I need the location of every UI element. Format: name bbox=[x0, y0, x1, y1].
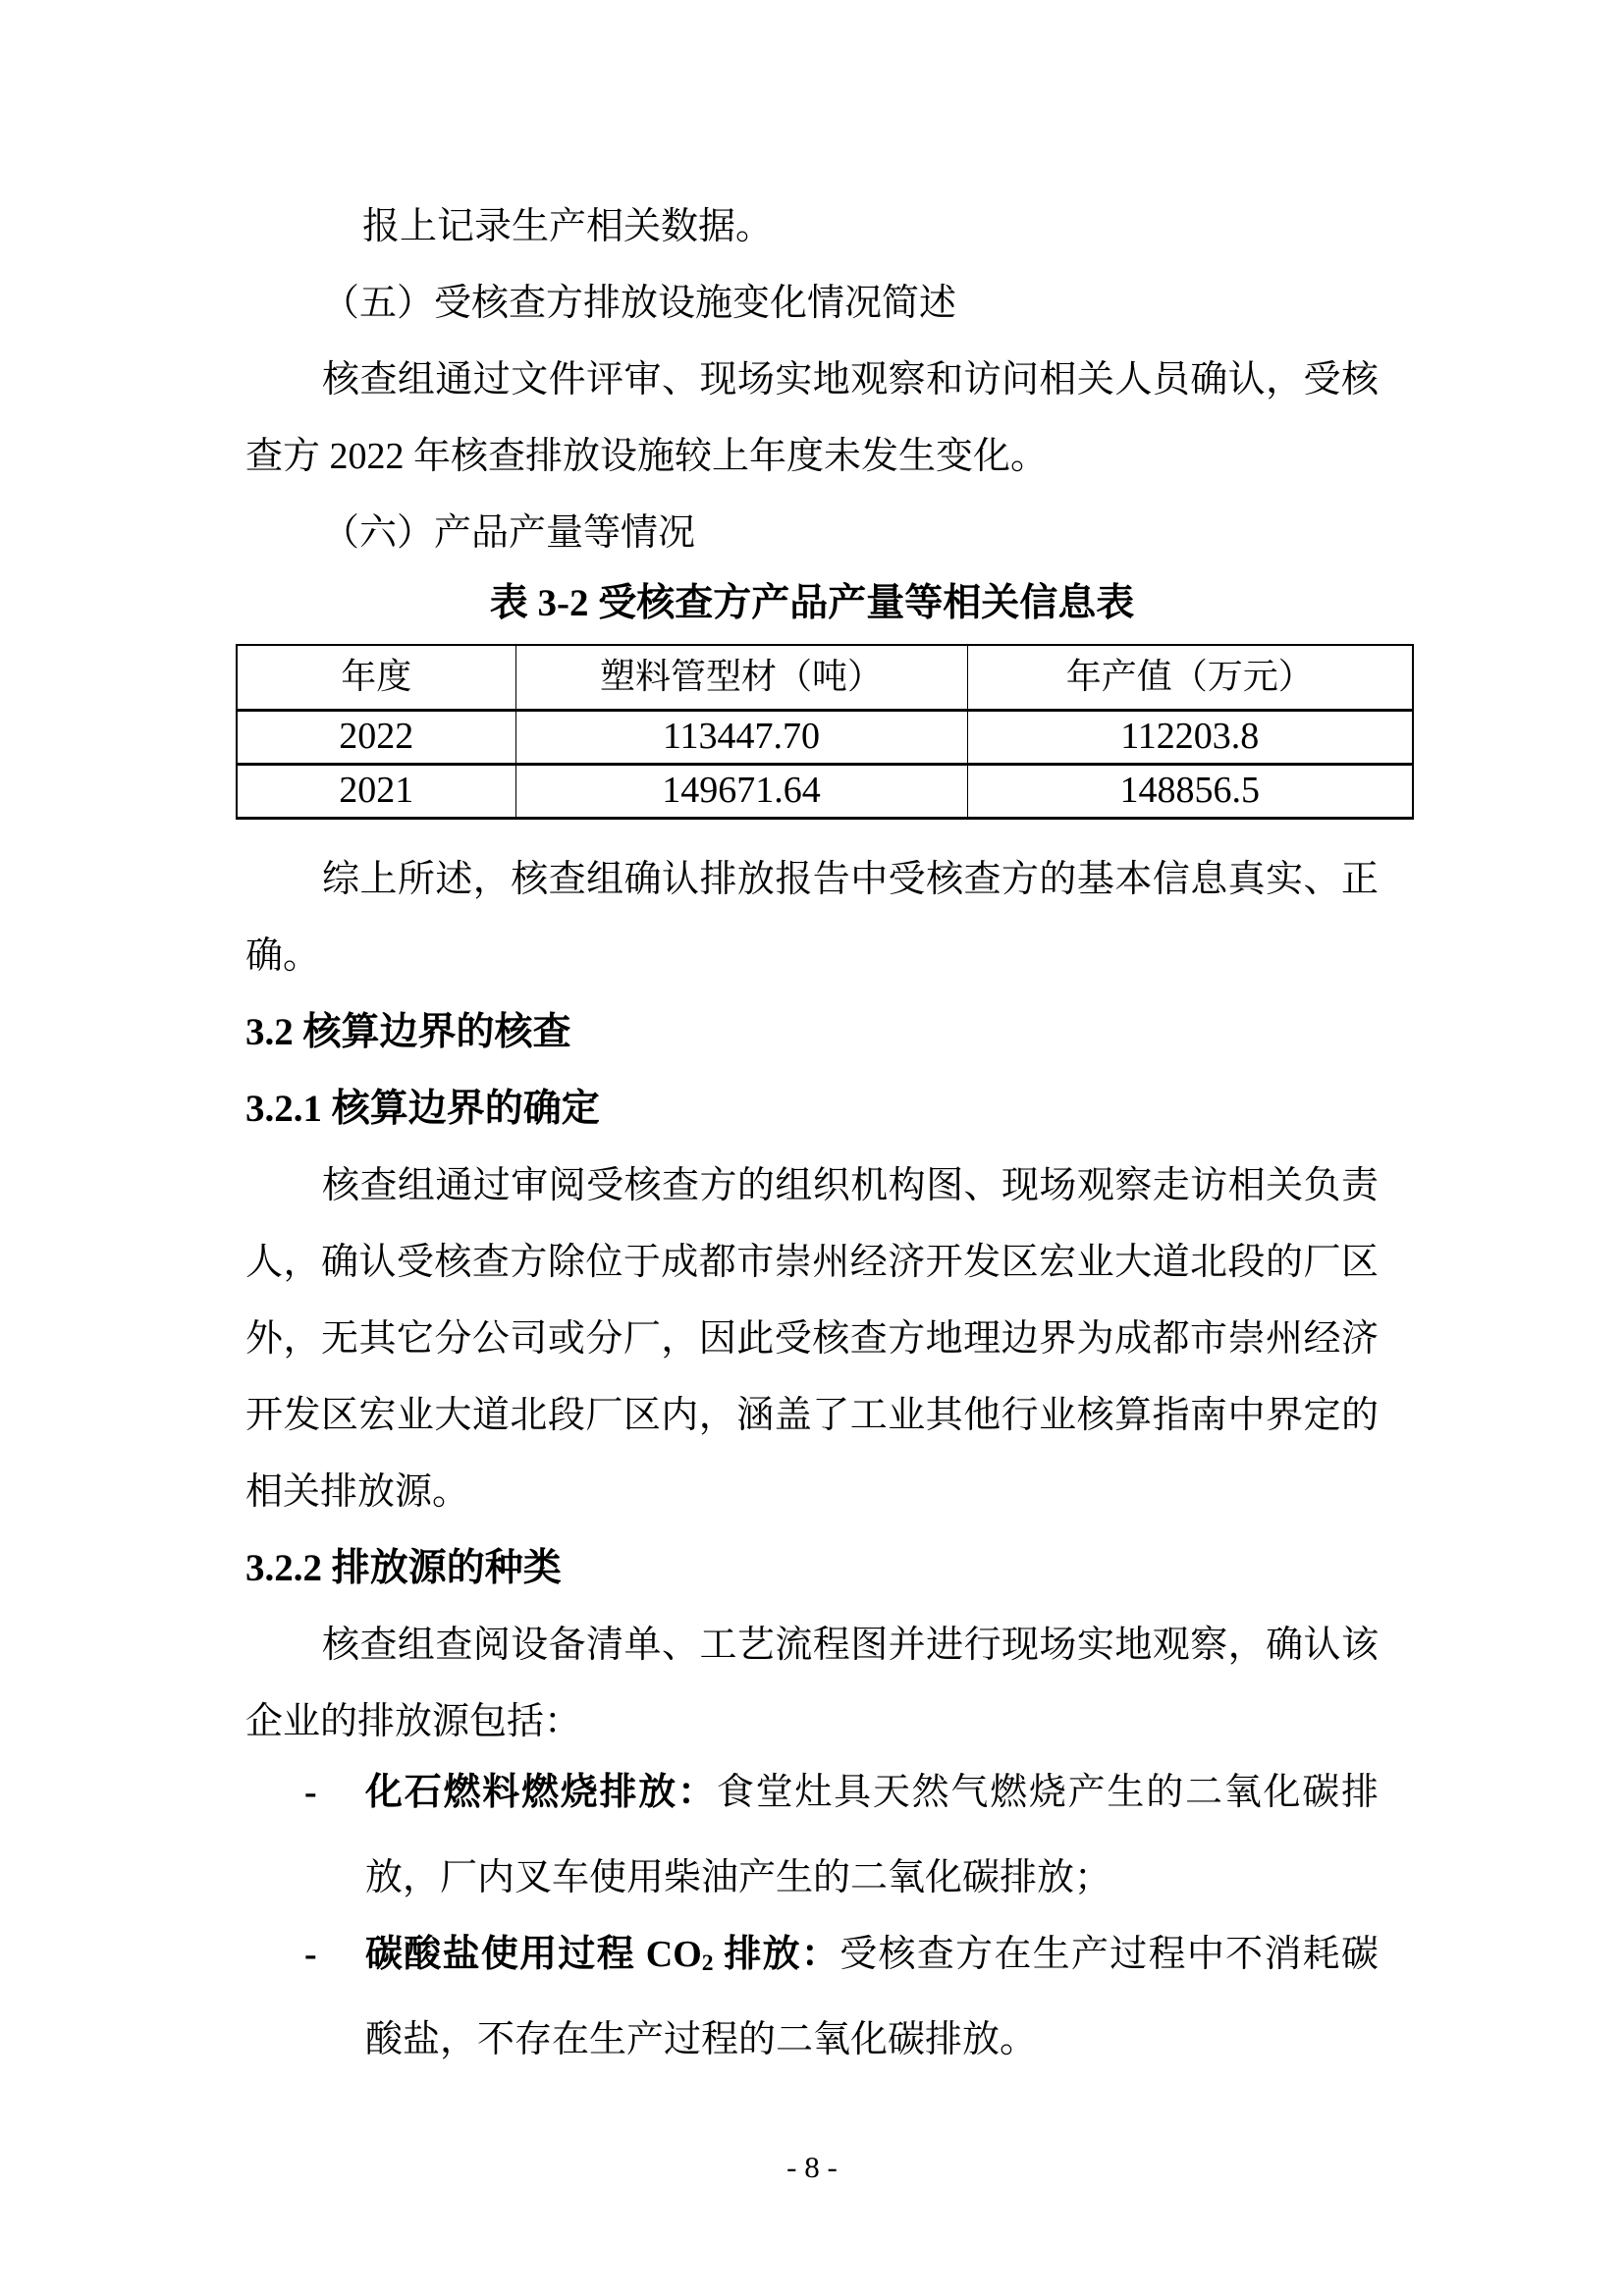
item-5-heading: （五）受核查方排放设施变化情况简述 bbox=[322, 283, 957, 324]
list-item-text: 食堂灶具天然气燃烧产生的二氧化碳排放，厂内叉车使用柴油产生的二氧化碳排放； bbox=[365, 1772, 1379, 1899]
table-header-annual-output-value: 年产值（万元） bbox=[967, 645, 1413, 711]
page-number: - 8 - bbox=[786, 2150, 838, 2184]
table-cell-value: 148856.5 bbox=[967, 765, 1413, 819]
paragraph-facilities-change: 核查组通过文件评审、现场实地观察和访问相关人员确认，受核查方 2022 年核查排放设施较上年度未发生变化。 bbox=[245, 359, 1379, 477]
table-row bbox=[237, 711, 1413, 765]
table-row bbox=[237, 765, 1413, 819]
list-item-fossil-fuel bbox=[245, 1754, 1379, 1916]
product-output-table bbox=[236, 644, 1414, 820]
table-cell-value: 112203.8 bbox=[967, 711, 1413, 765]
item-6-heading: （六）产品产量等情况 bbox=[322, 512, 696, 554]
table-cell-year: 2022 bbox=[237, 711, 515, 765]
table-cell-tonnage: 113447.70 bbox=[515, 711, 967, 765]
paragraph-summary: 综上所述，核查组确认排放报告中受核查方的基本信息真实、正确。 bbox=[245, 859, 1379, 977]
table-cell-year: 2021 bbox=[237, 765, 515, 819]
table-header-row bbox=[237, 645, 1413, 711]
list-dash-marker: - bbox=[304, 1772, 317, 1813]
document-content bbox=[245, 188, 1379, 2078]
table-cell-tonnage: 149671.64 bbox=[515, 765, 967, 819]
table-header-plastic-profile: 塑料管型材（吨） bbox=[515, 645, 967, 711]
table-caption: 表 3-2 受核查方产品产量等相关信息表 bbox=[489, 582, 1135, 624]
list-item-lead-tail: 排放： bbox=[713, 1934, 840, 1976]
list-item-carbonate bbox=[245, 1916, 1379, 2078]
table-header-year: 年度 bbox=[237, 645, 515, 711]
section-heading-3-2-1: 3.2.1 核算边界的确定 bbox=[245, 1088, 600, 1130]
list-item-lead: 化石燃料燃烧排放： bbox=[365, 1772, 717, 1813]
section-heading-3-2-2: 3.2.2 排放源的种类 bbox=[245, 1547, 562, 1589]
paragraph-continuation: 报上记录生产相关数据。 bbox=[362, 206, 774, 247]
section-heading-3-2: 3.2 核算边界的核查 bbox=[245, 1011, 571, 1053]
list-item-text: 受核查方在生产过程中不消耗碳酸盐，不存在生产过程的二氧化碳排放。 bbox=[365, 1934, 1379, 2061]
list-item-lead-subscript: 2 bbox=[701, 1950, 714, 1977]
emission-source-list bbox=[245, 1754, 1379, 2078]
paragraph-emission-sources: 核查组查阅设备清单、工艺流程图并进行现场实地观察，确认该企业的排放源包括： bbox=[245, 1625, 1379, 1742]
list-dash-marker: - bbox=[304, 1934, 317, 1976]
paragraph-boundary: 核查组通过审阅受核查方的组织机构图、现场观察走访相关负责人，确认受核查方除位于成都市崇州经济开发区宏业大道北段的厂区外，无其它分公司或分厂，因此受核查方地理边界为成都市崇州经济开发区宏业大道北段厂区内，涵盖了工业其他行业核算指南中界定的相关排放源。 bbox=[245, 1165, 1379, 1513]
list-item-lead: 碳酸盐使用过程 CO bbox=[365, 1934, 702, 1976]
